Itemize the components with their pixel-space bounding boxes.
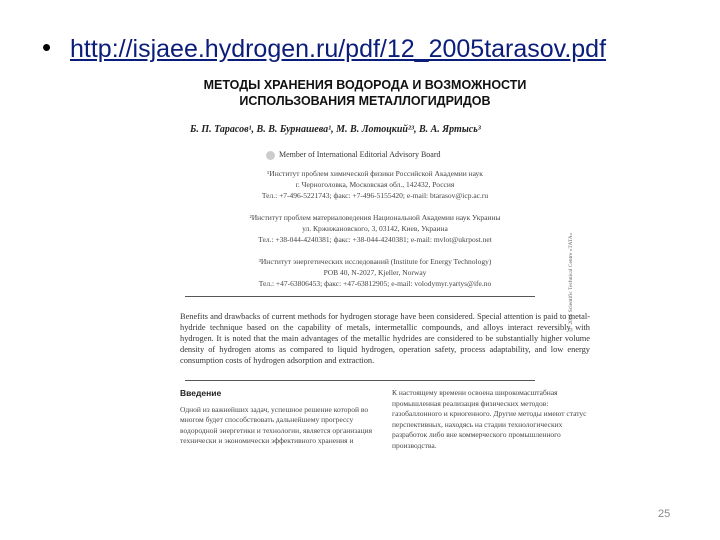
pdf-link[interactable]: http://isjaee.hydrogen.ru/pdf/12_2005tarasov.pdf (70, 35, 607, 63)
affiliation-line: ²Институт проблем материаловедения Национальной Академии наук Украины (249, 213, 501, 222)
paper-authors: Б. П. Тарасов¹, В. В. Бурнашева¹, М. В. Лотоцкий²³, В. А. Яртысь³ (190, 124, 481, 135)
abstract-text: Benefits and drawbacks of current methods for hydrogen storage have been considered. Special attention is paid to metal-hydride technique based on the capability of metals, intermetallic compounds, and alloys interact reversibly with hydrogen. It is noted that the main advantages of the metallic hydrides are considered to be substantially higher volume density of hydrogen atoms as compared to liquid hydrogen, operation safety, process adaptability, and low energy consumption costs of hydrogen adsorption and extraction. (180, 312, 590, 365)
affiliation-line: г. Черноголовка, Московская обл., 142432, Россия (295, 180, 455, 189)
page-number: 25 (658, 508, 671, 520)
paper-title-line-2: ИСПОЛЬЗОВАНИЯ МЕТАЛЛОГИДРИДОВ (239, 94, 491, 108)
affiliation-line: Тел.: +47-63806453; факс: +47-63812905; e-mail: volodymyr.yartys@ife.no (258, 279, 492, 288)
intro-column-left (180, 388, 380, 447)
divider (185, 380, 535, 381)
affiliation-line: ¹Институт проблем химической физики Российской Академии наук (267, 169, 483, 178)
bullet-point: • (42, 32, 52, 62)
paper-scan-image (150, 70, 590, 465)
affiliation-line: POB 40, N-2027, Kjeller, Norway (323, 268, 427, 277)
affiliation-line: Тел.: +38-044-4240381; факс: +38-044-4240381; e-mail: mvlot@ukrpost.net (258, 235, 492, 244)
editorial-board-note (266, 150, 441, 160)
divider (185, 296, 535, 297)
intro-paragraph-left: Одной из важнейших задач, успешное решение которой во многом будет способствовать дальнейшему прогрессу водородной энергетики и технологии, является организация технически и экономически эффективного хранения и (180, 404, 373, 445)
affiliation-line: ул. Кржижановского, 3, 03142, Киев, Украина (302, 224, 448, 233)
affiliation-line: Тел.: +7-496-5221743; факс: +7-496-5155420; e-mail: btarasov@icp.ac.ru (261, 191, 489, 200)
intro-heading: Введение (180, 388, 222, 398)
intro-column-right (392, 388, 592, 451)
intro-paragraph-right: К настоящему времени освоена широкомасштабная промышленная реализация физических методов: газобаллонного и криогенного. Другие методы имеют статус перспективных, находясь на стадии технологических разработок либо вне коммерческого промышленного производства. (392, 388, 587, 450)
orcid-icon (266, 151, 275, 160)
editorial-board-text: Member of International Editorial Advisory Board (279, 150, 441, 159)
affiliation-line: ³Институт энергетических исследований (Institute for Energy Technology) (258, 257, 492, 266)
side-copyright: © 2005 Scientific Technical Centre «TATA» (568, 232, 574, 332)
paper-title-line-1: МЕТОДЫ ХРАНЕНИЯ ВОДОРОДА И ВОЗМОЖНОСТИ (203, 78, 527, 92)
